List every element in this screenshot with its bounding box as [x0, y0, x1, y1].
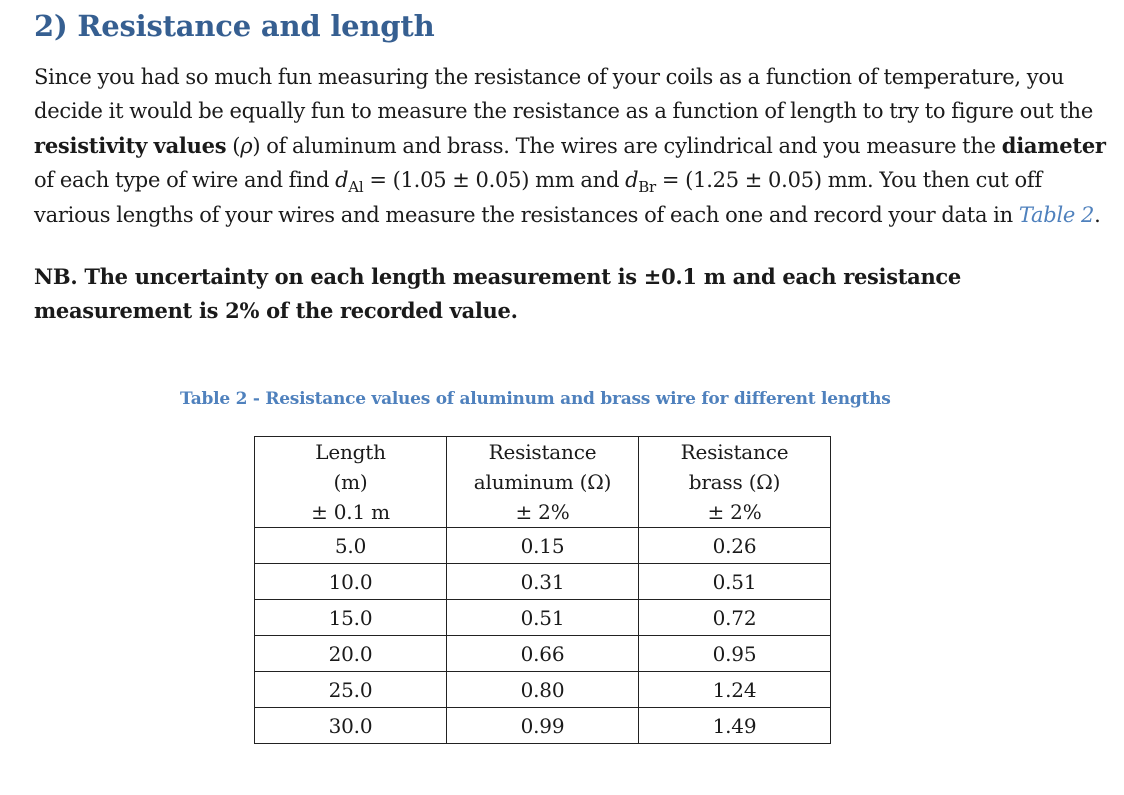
intro-paragraph — [34, 60, 1110, 232]
cell-resistance-brass: 0.26 — [639, 528, 831, 564]
cell-length: 30.0 — [255, 708, 447, 744]
paragraph-text: . — [1094, 202, 1101, 227]
table-row — [255, 708, 831, 744]
header-line: (m) — [333, 470, 368, 494]
paragraph-text: of each type of wire and find — [34, 168, 336, 193]
cell-length: 15.0 — [255, 600, 447, 636]
cell-resistance-brass: 0.95 — [639, 636, 831, 672]
cell-resistance-brass: 1.24 — [639, 672, 831, 708]
table-header-row — [255, 437, 831, 528]
header-line: ± 2% — [707, 500, 762, 524]
section-heading: 2) Resistance and length — [34, 9, 435, 43]
diameter-symbol-br: d — [625, 168, 639, 193]
header-resistance-aluminum — [447, 437, 639, 528]
paragraph-text: = (1.25 ± 0.05) mm. You then cut off various lengths of your wires and measure the resistances of each one and record your data in — [34, 168, 1042, 227]
resistivity-term: resistivity values — [34, 132, 227, 158]
table-row — [255, 672, 831, 708]
header-line: ± 2% — [515, 500, 570, 524]
diameter-term: diameter — [1001, 132, 1106, 158]
header-resistance-brass — [639, 437, 831, 528]
cell-resistance-aluminum: 0.31 — [447, 564, 639, 600]
cell-resistance-brass: 0.51 — [639, 564, 831, 600]
cell-length: 5.0 — [255, 528, 447, 564]
cell-resistance-brass: 1.49 — [639, 708, 831, 744]
cell-resistance-aluminum: 0.51 — [447, 600, 639, 636]
note-line: NB. The uncertainty on each length measurement is ±0.1 m and each resistance — [34, 264, 961, 290]
table-row — [255, 564, 831, 600]
subscript-br: Br — [638, 178, 656, 197]
header-line: ± 0.1 m — [311, 500, 390, 524]
header-line: Length — [315, 440, 386, 464]
table-reference-link[interactable]: Table 2 — [1018, 202, 1095, 227]
resistance-table — [254, 436, 831, 744]
rho-symbol: ρ — [240, 133, 253, 158]
cell-length: 25.0 — [255, 672, 447, 708]
header-line: Resistance — [488, 440, 597, 464]
cell-length: 20.0 — [255, 636, 447, 672]
header-line: Resistance — [680, 440, 789, 464]
cell-resistance-aluminum: 0.99 — [447, 708, 639, 744]
table-row — [255, 636, 831, 672]
table-row — [255, 528, 831, 564]
paragraph-text: Since you had so much fun measuring the resistance of your coils as a function of temperature, you decide it would be equally fun to measure the resistance as a function of length to try to figure out the — [34, 65, 1093, 124]
cell-length: 10.0 — [255, 564, 447, 600]
cell-resistance-aluminum: 0.66 — [447, 636, 639, 672]
uncertainty-note — [34, 260, 1110, 329]
paragraph-text: = (1.05 ± 0.05) mm and — [363, 168, 626, 193]
paragraph-text: ( — [226, 133, 241, 158]
header-length — [255, 437, 447, 528]
table-caption: Table 2 - Resistance values of aluminum and brass wire for different lengths — [180, 389, 891, 409]
cell-resistance-aluminum: 0.80 — [447, 672, 639, 708]
note-line: measurement is 2% of the recorded value. — [34, 298, 518, 324]
cell-resistance-brass: 0.72 — [639, 600, 831, 636]
cell-resistance-aluminum: 0.15 — [447, 528, 639, 564]
table-row — [255, 600, 831, 636]
document-page — [34, 0, 1110, 329]
diameter-symbol-al: d — [335, 168, 349, 193]
header-line: brass (Ω) — [688, 470, 781, 494]
header-line: aluminum (Ω) — [473, 470, 612, 494]
paragraph-text: ) of aluminum and brass. The wires are cylindrical and you measure the — [252, 133, 1002, 158]
subscript-al: Al — [348, 178, 364, 197]
